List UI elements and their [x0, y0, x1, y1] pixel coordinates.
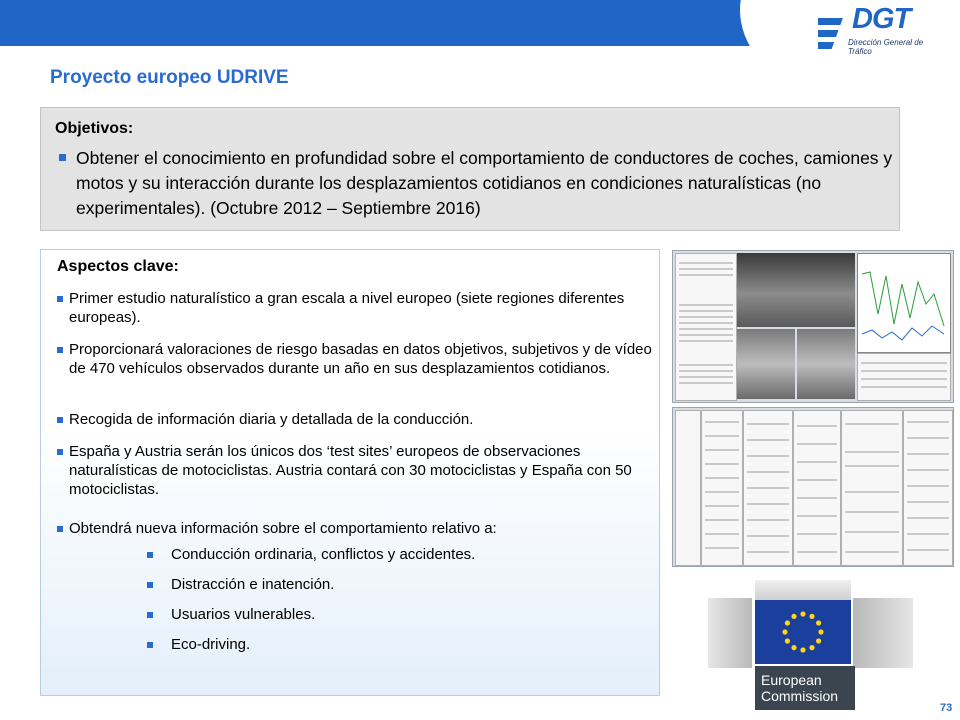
list-item: Proporcionará valoraciones de riesgo basadas en datos objetivos, subjetivos y de vídeo de 470 vehículos observados durante un año en sus desplazamientos cotidianos. — [69, 341, 652, 377]
road-camera-view — [737, 253, 855, 327]
list-item: España y Austria serán los únicos dos ‘test sites’ europeos de observaciones naturalísticas de motociclistas. Austria contará con 30 motociclistas y España con 50 motociclistas. — [69, 443, 632, 498]
bullet-icon — [59, 154, 66, 161]
sub-list-item: Usuarios vulnerables. — [171, 606, 316, 623]
bullet-icon — [147, 642, 153, 648]
bullet-icon — [57, 526, 63, 532]
bullet-icon — [57, 347, 63, 353]
eu-logo-text — [755, 666, 855, 710]
form-column — [841, 410, 903, 566]
cabin-camera-view — [797, 329, 855, 399]
page-title: Proyecto europeo UDRIVE — [50, 67, 289, 88]
objectives-text: Obtener el conocimiento en profundidad sobre el comportamiento de conductores de coches, camiones y motos y su interacción durante los desplazamientos cotidianos en condiciones naturalísticas (no experimentales). (Octubre 2012 – Septiembre 2016) — [76, 148, 893, 218]
bullet-icon — [57, 449, 63, 455]
eu-logo-line2: Commission — [761, 688, 839, 704]
bullet-icon — [57, 296, 63, 302]
logo-subtitle: Dirección General de Tráfico — [848, 38, 924, 56]
sub-list-item: Eco-driving. — [171, 636, 251, 653]
signal-plot — [857, 253, 951, 353]
form-column — [793, 410, 841, 566]
eu-flag-icon — [755, 600, 851, 664]
form-sidebar — [675, 410, 701, 566]
form-column — [701, 410, 743, 566]
form-column — [903, 410, 953, 566]
video-analysis-screenshot — [672, 250, 954, 403]
data-table-panel — [675, 253, 737, 401]
list-item: Primer estudio naturalístico a gran escala a nivel europeo (siete regiones diferentes europeas). — [69, 290, 625, 326]
sub-list-item: Distracción e inatención. — [171, 576, 335, 593]
settings-panel — [857, 353, 951, 401]
bullet-icon — [57, 417, 63, 423]
sub-list-item: Conducción ordinaria, conflictos y accidentes. — [171, 546, 476, 563]
eu-logo-line1: European — [761, 672, 822, 688]
annotation-forms-screenshot — [672, 407, 954, 567]
bullet-icon — [147, 612, 153, 618]
logo-text: DGT — [852, 3, 911, 35]
page-number: 73 — [940, 702, 953, 714]
bullet-icon — [147, 582, 153, 588]
objectives-heading: Objetivos: — [55, 120, 134, 137]
objectives-box — [40, 107, 900, 231]
driver-camera-view — [737, 329, 795, 399]
list-item: Recogida de información diaria y detallada de la conducción. — [69, 411, 474, 428]
bullet-icon — [147, 552, 153, 558]
key-aspects-box — [40, 249, 660, 696]
list-item: Obtendrá nueva información sobre el comportamiento relativo a: — [69, 520, 497, 537]
form-column — [743, 410, 793, 566]
key-aspects-heading: Aspectos clave: — [57, 258, 179, 275]
